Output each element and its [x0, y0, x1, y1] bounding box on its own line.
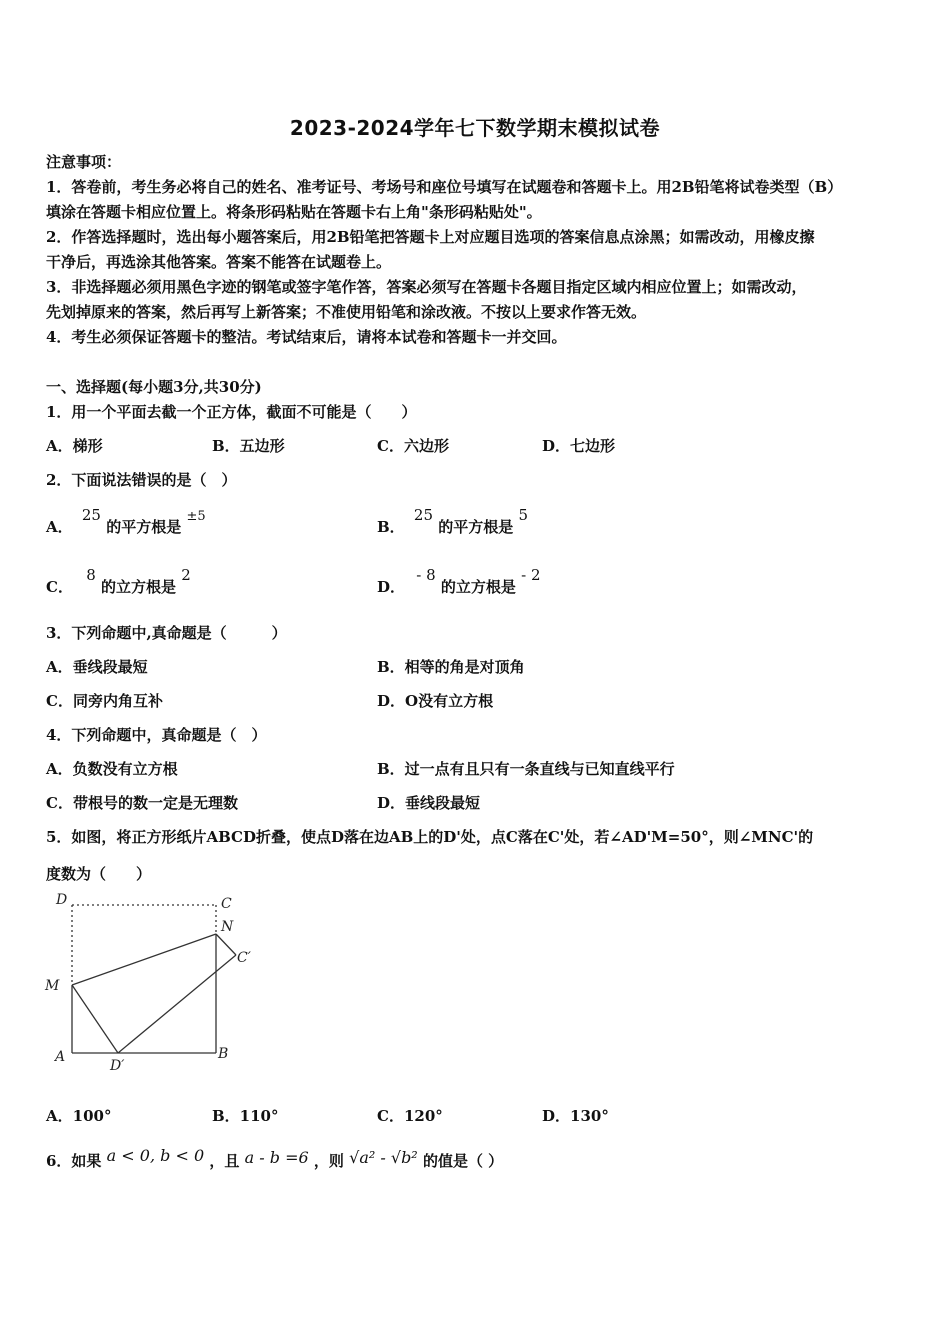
label-a: A [55, 1049, 66, 1065]
edge-d-prime-c-prime [118, 955, 236, 1053]
q6-condition-1: a < 0, b < 0 [106, 1146, 205, 1165]
q2-option-d [377, 566, 541, 597]
q5-option-a: A．100° [46, 1107, 112, 1125]
q2-d-value: - 2 [521, 566, 541, 584]
page-title: 2023-2024学年七下数学期末模拟试卷 [289, 116, 661, 140]
q4-option-c: C．带根号的数一定是无理数 [46, 794, 238, 812]
notice-heading: 注意事项： [46, 153, 122, 171]
q2-d-text: 的立方根是 [440, 578, 516, 596]
q4-option-b: B．过一点有且只有一条直线与已知直线平行 [377, 760, 675, 778]
notice-line-2: 填涂在答题卡相应位置上。将条形码粘贴在答题卡右上角"条形码粘贴处"。 [46, 203, 542, 221]
q1-option-d: D．七边形 [542, 437, 616, 455]
q3-option-c: C．同旁内角互补 [46, 692, 163, 710]
q6-prefix: 6．如果 [46, 1152, 102, 1170]
q3-option-b: B．相等的角是对顶角 [377, 658, 525, 676]
q4-option-a: A．负数没有立方根 [46, 760, 178, 778]
notice-line-4: 干净后，再选涂其他答案。答案不能答在试题卷上。 [46, 253, 392, 271]
q2-c-value: 2 [181, 566, 191, 584]
q5-stem-line-1: 5．如图，将正方形纸片ABCD折叠，使点D落在边AB上的D'处，点C落在C'处，若∠AD'M=50°，则∠MNC'的 [46, 828, 814, 846]
notice-line-3: 2．作答选择题时，选出每小题答案后，用2B铅笔把答题卡上对应题目选项的答案信息点涂黑；如需改动，用橡皮擦 [46, 228, 815, 246]
q1-option-a: A．梯形 [46, 437, 103, 455]
q6-suffix: 的值是（ ） [422, 1152, 504, 1170]
q2-a-value: ±5 [186, 509, 206, 524]
label-d-prime: D′ [110, 1058, 125, 1074]
q5-option-d: D．130° [542, 1107, 609, 1125]
q5-folding-figure [40, 888, 270, 1078]
label-c-prime: C′ [237, 950, 251, 966]
notice-line-6: 先划掉原来的答案，然后再写上新答案；不准使用铅笔和涂改液。不按以上要求作答无效。 [46, 303, 647, 321]
fold-line-mn [72, 934, 216, 985]
q3-option-a: A．垂线段最短 [46, 658, 148, 676]
q2-a-number: 25 [81, 506, 101, 524]
q2-d-label: D． [377, 578, 406, 596]
notice-line-1: 1．答卷前，考生务必将自己的姓名、准考证号、考场号和座位号填写在试题卷和答题卡上。用2B铅笔将试卷类型（B） [46, 178, 843, 196]
q2-c-number: 8 [86, 566, 96, 584]
q5-stem-line-2: 度数为（ ） [46, 865, 152, 883]
q3-option-d: D．O没有立方根 [377, 692, 494, 710]
label-b: B [218, 1046, 229, 1062]
q1-option-b: B．五边形 [212, 437, 285, 455]
label-d: D [56, 892, 68, 908]
q2-b-value: 5 [518, 506, 529, 524]
q2-b-label: B． [377, 518, 405, 536]
q2-stem: 2．下面说法错误的是（ ） [46, 471, 237, 489]
q2-c-text: 的立方根是 [100, 578, 176, 596]
q5-option-c: C．120° [377, 1107, 443, 1125]
label-n: N [221, 919, 234, 935]
q3-stem: 3．下列命题中,真命题是（ ） [46, 624, 287, 642]
q2-b-number: 25 [413, 506, 434, 524]
label-m: M [45, 978, 60, 994]
q2-option-a [46, 506, 206, 537]
q6-connector-1: ，且 [209, 1152, 240, 1170]
section-heading: 一、选择题(每小题3分,共30分) [46, 378, 262, 396]
q4-stem: 4．下列命题中，真命题是（ ） [46, 726, 267, 744]
notice-line-5: 3．非选择题必须用黑色字迹的钢笔或签字笔作答，答案必须写在答题卡各题目指定区域内相应位置上；如需改动， [46, 278, 807, 296]
label-c: C [221, 896, 232, 912]
q2-c-label: C． [46, 578, 73, 596]
q2-a-text: 的平方根是 [106, 518, 182, 536]
q5-option-b: B．110° [212, 1107, 279, 1125]
q2-option-b [377, 506, 529, 537]
q2-a-label: A． [46, 518, 73, 536]
edge-nc-prime [216, 934, 236, 955]
q6-condition-2: a - b =6 [244, 1148, 309, 1167]
q6-expression: √a² - √b² [349, 1148, 418, 1167]
q1-option-c: C．六边形 [377, 437, 449, 455]
q2-b-text: 的平方根是 [438, 518, 514, 536]
q6-stem [46, 1146, 504, 1171]
q6-connector-2: ，则 [313, 1152, 344, 1170]
q2-d-number: - 8 [416, 566, 436, 584]
q1-stem: 1．用一个平面去截一个正方体，截面不可能是（ ） [46, 403, 417, 421]
notice-line-7: 4．考生必须保证答题卡的整洁。考试结束后，请将本试卷和答题卡一并交回。 [46, 328, 567, 346]
edge-md-prime [72, 985, 118, 1053]
q4-option-d: D．垂线段最短 [377, 794, 481, 812]
q2-option-c [46, 566, 191, 597]
